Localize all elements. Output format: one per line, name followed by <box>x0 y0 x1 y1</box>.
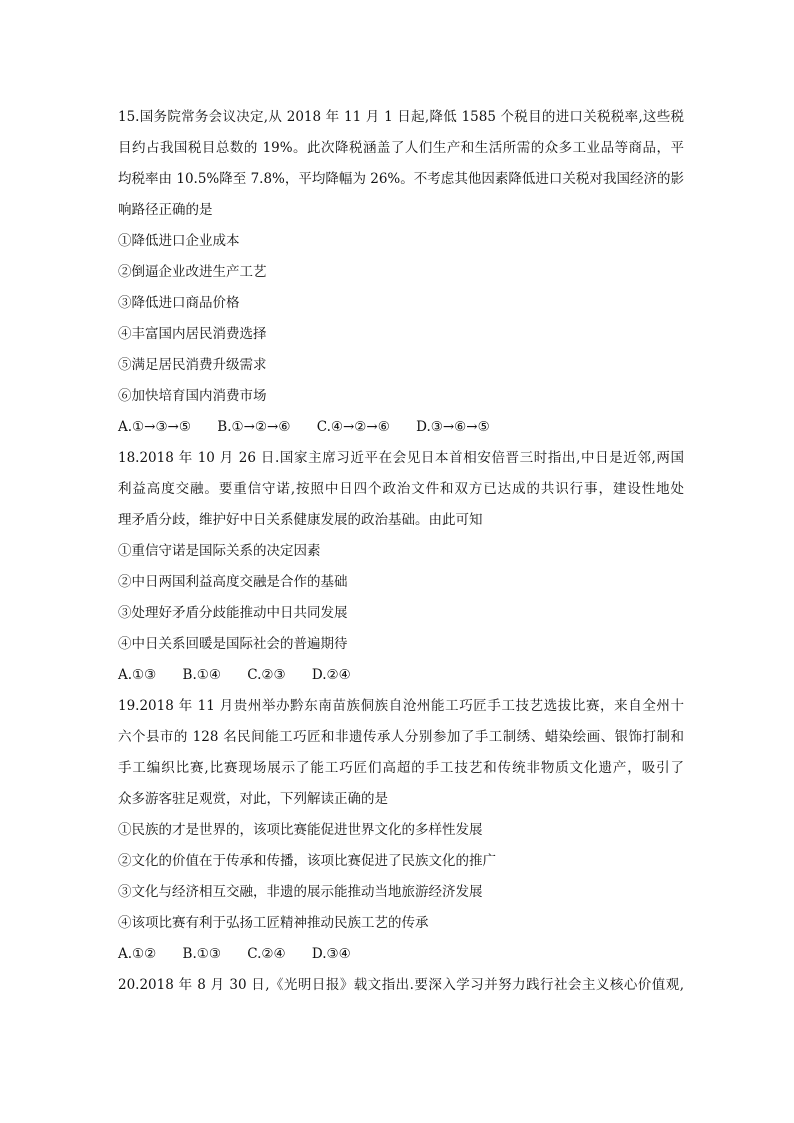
answer-options <box>118 660 684 691</box>
statement-item: ④丰富国内居民消费选择 <box>118 326 267 342</box>
statement-item: ③降低进口商品价格 <box>118 295 240 311</box>
answer-option-b: B.①③ <box>182 946 221 962</box>
answer-option-a: A.①→③→⑤ <box>118 419 191 435</box>
answer-option-c: C.④→②→⑥ <box>316 419 390 435</box>
answer-option-d: D.③→⑥→⑤ <box>416 419 490 435</box>
answer-option-a: A.①② <box>118 946 157 962</box>
answer-option-b: B.①④ <box>182 667 221 683</box>
statement-item: ②倒逼企业改进生产工艺 <box>118 264 267 280</box>
answer-option-d: D.③④ <box>311 946 351 962</box>
question-19 <box>118 691 684 970</box>
answer-option-c: C.②④ <box>247 946 286 962</box>
question-stem-line: 目约占我国税目总数的 19%。此次降税涵盖了人们生产和生活所需的众多工业品等商品，平 <box>118 140 684 156</box>
question-stem-line: 18.2018 年 10 月 26 日.国家主席习近平在会见日本首相安倍晋三时指出,中日是近邻,两国 <box>118 450 684 466</box>
answer-option-c: C.②③ <box>247 667 286 683</box>
statement-item: ②中日两国利益高度交融是合作的基础 <box>118 574 348 590</box>
answer-option-b: B.①→②→⑥ <box>217 419 291 435</box>
question-content <box>118 102 684 1001</box>
statement-item: ①降低进口企业成本 <box>118 233 240 249</box>
question-stem-line: 19.2018 年 11 月贵州举办黔东南苗族侗族自沧州能工巧匠手工技艺选拔比赛，来自全州十 <box>118 698 684 714</box>
answer-options <box>118 412 684 443</box>
question-stem-line: 利益高度交融。要重信守诺,按照中日四个政治文件和双方已达成的共识行事，建设性地处 <box>118 481 684 497</box>
answer-option-a: A.①③ <box>118 667 157 683</box>
statement-item: ⑥加快培育国内消费市场 <box>118 388 267 404</box>
question-stem-line: 手工编织比赛,比赛现场展示了能工巧匠们高超的手工技艺和传统非物质文化遗产，吸引了 <box>118 760 684 776</box>
question-stem-line: 均税率由 10.5%降至 7.8%，平均降幅为 26%。不考虑其他因素降低进口关税对我国经济的影 <box>118 171 684 187</box>
statement-item: ③文化与经济相互交融，非遗的展示能推动当地旅游经济发展 <box>118 884 483 900</box>
question-stem-line: 20.2018 年 8 月 30 日,《光明日报》载文指出.要深入学习并努力践行社会主义核心价值观, <box>118 977 684 993</box>
question-stem-line: 15.国务院常务会议决定,从 2018 年 11 月 1 日起,降低 1585 个税目的进口关税税率,这些税 <box>118 109 684 125</box>
answer-options <box>118 939 684 970</box>
question-stem-line: 理矛盾分歧，维护好中日关系健康发展的政治基础。由此可知 <box>118 512 483 528</box>
answer-option-d: D.②④ <box>311 667 351 683</box>
statement-item: ③处理好矛盾分歧能推动中日共同发展 <box>118 605 348 621</box>
question-15 <box>118 102 684 443</box>
question-stem-line: 六个县市的 128 名民间能工巧匠和非遗传承人分别参加了手工制绣、蜡染绘画、银饰打制和 <box>118 729 684 745</box>
question-stem-line: 响路径正确的是 <box>118 202 213 218</box>
statement-item: ⑤满足居民消费升级需求 <box>118 357 267 373</box>
statement-item: ①重信守诺是国际关系的决定因素 <box>118 543 321 559</box>
statement-item: ①民族的才是世界的，该项比赛能促进世界文化的多样性发展 <box>118 822 483 838</box>
question-stem-line: 众多游客驻足观赏，对此，下列解读正确的是 <box>118 791 388 807</box>
statement-item: ④中日关系回暖是国际社会的普遍期待 <box>118 636 348 652</box>
statement-item: ②文化的价值在于传承和传播，该项比赛促进了民族文化的推广 <box>118 853 496 869</box>
question-18 <box>118 443 684 691</box>
question-20 <box>118 970 684 1001</box>
statement-item: ④该项比赛有利于弘扬工匠精神推动民族工艺的传承 <box>118 915 429 931</box>
